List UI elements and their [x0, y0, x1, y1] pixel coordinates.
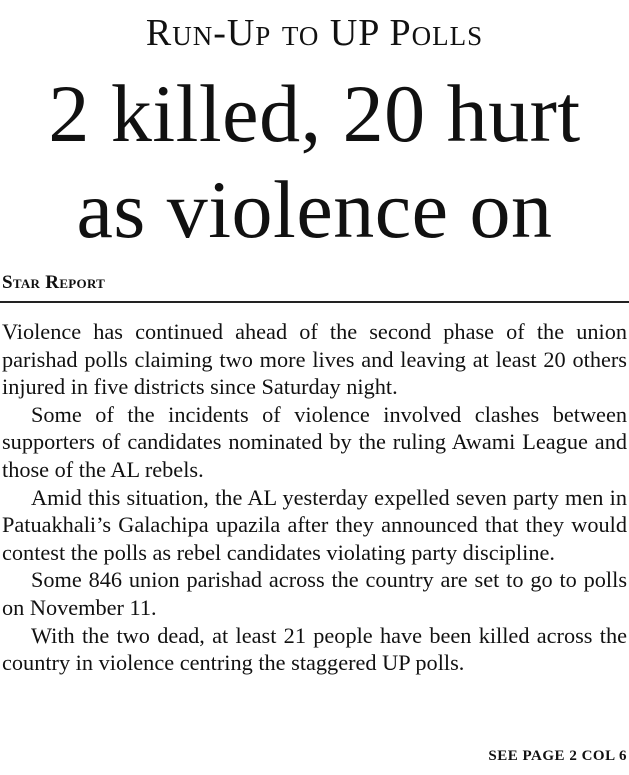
body-paragraph-3: Amid this situation, the AL yesterday expelled seven party men in Patuakhali’s Galachipa upazila after they announced that they would contest the polls as rebel candidates violating party discipline.	[2, 484, 627, 565]
headline-line-1: 2 killed, 20 hurt	[48, 68, 581, 159]
article-body	[2, 318, 627, 736]
body-paragraph-5: With the two dead, at least 21 people have been killed across the country in violence centring the staggered UP polls.	[2, 622, 627, 676]
continuation-jump-line: SEE PAGE 2 COL 6	[488, 748, 627, 764]
byline-divider	[0, 301, 629, 303]
article-kicker: Run-Up to UP Polls	[145, 12, 484, 54]
body-paragraph-1: Violence has continued ahead of the second phase of the union parishad polls claiming two more lives and leaving at least 20 others injured in five districts since Saturday night.	[2, 319, 627, 400]
byline: Star Report	[2, 272, 106, 293]
body-paragraph-4: Some 846 union parishad across the country are set to go to polls on November 11.	[2, 567, 627, 620]
headline-line-2: as violence on	[76, 164, 553, 255]
body-paragraph-2: Some of the incidents of violence involved clashes between supporters of candidates nominated by the ruling Awami League and those of the AL rebels.	[2, 401, 627, 482]
